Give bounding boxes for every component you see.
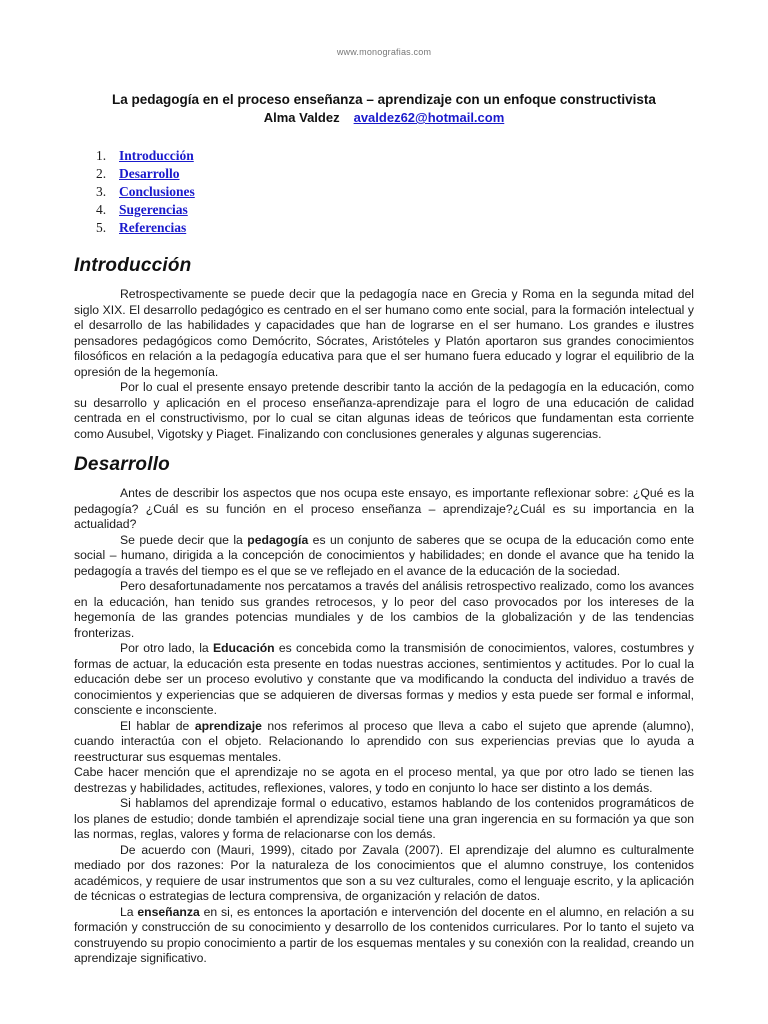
section-heading-desarrollo: Desarrollo bbox=[74, 454, 170, 475]
table-of-contents bbox=[74, 147, 694, 237]
toc-link-desarrollo[interactable]: Desarrollo bbox=[119, 166, 180, 181]
section-heading-introduccion: Introducción bbox=[74, 255, 192, 276]
toc-item: 4. Sugerencias bbox=[96, 202, 188, 217]
paragraph: Se puede decir que la pedagogía es un conjunto de saberes que se ocupa de la educación como ente social – humano, dirigida a la concepción de conocimientos y habilidades; en donde el avance que ha tenido la pedagogía a través del tiempo es el que se ve reflejado en el avance de la educación de la sociedad. bbox=[74, 532, 695, 578]
paragraph: Por lo cual el presente ensayo pretende describir tanto la acción de la pedagogía en la educación, como su desarrollo y aplicación en el proceso enseñanza-aprendizaje para el logro de una educación de calidad centrada en el constructivismo, por lo cual se citan algunas ideas de teóricos que fundamentan esta corriente como Ausubel, Vigotsky y Piaget. Finalizando con conclusiones generales y algunas sugerencias. bbox=[74, 380, 694, 441]
bold-term: pedagogía bbox=[247, 532, 309, 547]
paragraph: El hablar de aprendizaje nos referimos al proceso que lleva a cabo el sujeto que aprende (alumno), cuando interactúa con el objeto. Relacionando lo aprendido con sus experiencias previas que lo ayuda a reestructurar sus esquemas mentales. bbox=[74, 718, 694, 764]
toc-item: 2. Desarrollo bbox=[96, 166, 180, 181]
paragraph: Por otro lado, la Educación es concebida como la transmisión de conocimientos, valores, costumbres y formas de actuar, la educación esta presente en todas nuestras acciones, sentimientos y actitudes. Por lo cual la educación debe ser un proceso evolutivo y constante que va modificando la conducta del individuo a través de conocimientos y experiencias que se adquieren de diversas formas y medios y esta puede ser formal e informal, consciente e inconsciente. bbox=[74, 641, 694, 717]
toc-item: 5. Referencias bbox=[96, 220, 187, 235]
paragraph: La enseñanza en si, es entonces la aportación e intervención del docente en el alumno, en relación a su formación y construcción de su conocimiento y desarrollo de los contenidos curriculares. Por lo tanto el sujeto va construyendo su propio conocimiento a partir de los esquemas mentales y su conexión con la realidad, creando un aprendizaje significativo. bbox=[74, 904, 694, 965]
bold-term: Educación bbox=[212, 641, 275, 655]
paragraph: Si hablamos del aprendizaje formal o educativo, estamos hablando de los contenidos programáticos de los planes de estudio; donde también el aprendizaje social tiene una gran ingerencia en su formación ya que son las normas, reglas, valores y forma de relacionarse con los demás. bbox=[74, 796, 694, 841]
document-title: La pedagogía en el proceso enseñanza – aprendizaje con un enfoque constructivista bbox=[112, 92, 656, 107]
paragraph: Retrospectivamente se puede decir que la pedagogía nace en Grecia y Roma en la segunda mitad del siglo XIX. El desarrollo pedagógico es centrado en el ser humano como ente social, para la formación intelectual y el desarrollo de las habilidades y capacidades que han de lograrse en el ser humano. Los grandes e ilustres pensadores pedagógicos como Demócrito, Sócrates, Aristóteles y Platón aportaron sus grandes conocimientos filosóficos en relación a la pedagogía educativa para que el ser humano fuera educado y lograr el equilibrio de la opresión de la hegemonía. bbox=[74, 287, 694, 379]
toc-item: 1. Introducción bbox=[96, 148, 194, 163]
source-url: www.monografias.com bbox=[336, 47, 432, 57]
paragraph: De acuerdo con (Mauri, 1999), citado por Zavala (2007). El aprendizaje del alumno es culturalmente mediado por dos razones: Por la naturaleza de los conocimientos que el alumno construye, los contenidos académicos, y requiere de usar instrumentos que son a su vez culturales, como el lenguaje escrito, y la aplicación de técnicas o estrategias de lectura comprensiva, de organización y relación de datos. bbox=[74, 842, 694, 903]
author-email-link[interactable]: avaldez62@hotmail.com bbox=[353, 110, 505, 125]
author-name: Alma Valdez bbox=[263, 110, 340, 125]
toc-link-introduccion[interactable]: Introducción bbox=[119, 148, 194, 163]
bold-term: enseñanza bbox=[137, 904, 200, 919]
paragraph: Cabe hacer mención que el aprendizaje no se agota en el proceso mental, ya que por otro lado se tienen las destrezas y habilidades, actitudes, reflexiones, valores, y todo en conjunto lo hace ser distinto a los demás. bbox=[74, 765, 694, 795]
toc-link-conclusiones[interactable]: Conclusiones bbox=[119, 184, 195, 199]
paragraph: Antes de describir los aspectos que nos ocupa este ensayo, es importante reflexionar sobre: ¿Qué es la pedagogía? ¿Cuál es su función en el proceso enseñanza – aprendizaje?¿Cuál es su importancia en la actualidad? bbox=[74, 486, 694, 531]
byline bbox=[74, 110, 694, 125]
toc-item: 3. Conclusiones bbox=[96, 184, 195, 199]
toc-link-referencias[interactable]: Referencias bbox=[119, 220, 187, 235]
paragraph: Pero desafortunadamente nos percatamos a través del análisis retrospectivo realizado, como los avances en la educación, han tenido sus grandes retrocesos, y lo peor del caso provocados por los intereses de la hegemonía de las grandes potencias mundiales y de los cambios de la globalización y de las tendencias fronterizas. bbox=[74, 579, 694, 640]
bold-term: aprendizaje bbox=[194, 718, 262, 733]
toc-link-sugerencias[interactable]: Sugerencias bbox=[119, 202, 188, 217]
